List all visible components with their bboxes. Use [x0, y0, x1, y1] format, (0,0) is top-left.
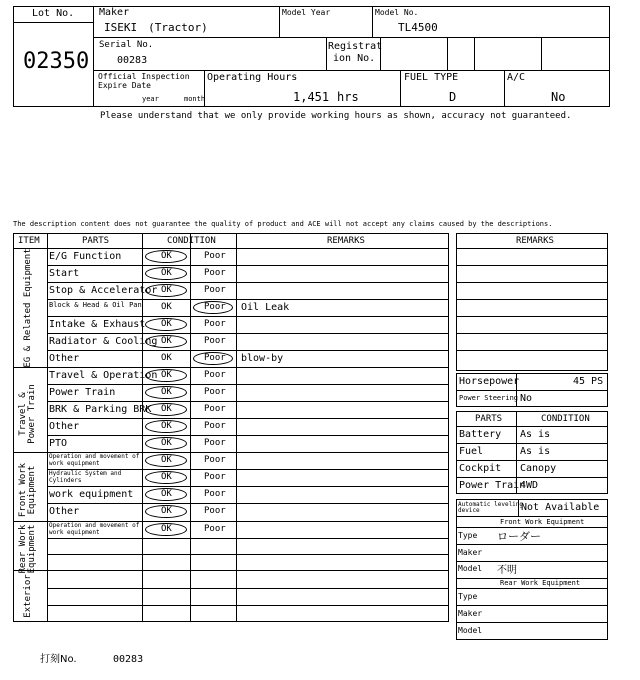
- ok-option[interactable]: OK: [161, 251, 172, 261]
- poor-option[interactable]: Poor: [204, 438, 226, 448]
- rear-maker-label: Maker: [458, 609, 483, 618]
- ok-circle-mark: [145, 284, 187, 297]
- group-label-travel-text: Travel & Power Train: [18, 384, 38, 444]
- right-remark-line: [456, 333, 608, 334]
- cockpit-label: Cockpit: [459, 463, 502, 474]
- part-label: Operation and movement of work equipment: [49, 522, 140, 536]
- group-label-eg: EG & Related Equipment: [23, 248, 33, 368]
- auto-level-value: Not Available: [521, 502, 600, 513]
- front-model-value: 不明: [497, 565, 517, 576]
- ok-option[interactable]: OK: [161, 370, 172, 380]
- ok-option[interactable]: OK: [161, 404, 172, 414]
- serial-label: Serial No.: [99, 40, 154, 50]
- lot-label: Lot No.: [32, 8, 75, 19]
- description-disclaimer: The description content does not guarantee the quality of product and ACE will not accept any claims caused by the descriptions.: [13, 220, 553, 228]
- part-label: Hydraulic System and Cylinders: [49, 470, 122, 484]
- auto-level-line: [456, 516, 608, 517]
- fuel-label: Fuel: [459, 446, 484, 457]
- front-line-1: [456, 527, 608, 528]
- right-condition-header: CONDITION: [541, 414, 590, 424]
- poor-option[interactable]: Poor: [204, 336, 226, 346]
- parts-condition-line-4: [456, 477, 608, 478]
- model-year-divider: [279, 6, 280, 37]
- poor-circle-mark: [193, 352, 233, 365]
- row-line: [47, 401, 449, 402]
- poor-circle-mark: [193, 301, 233, 314]
- row-line: [47, 503, 449, 504]
- group-label-front-text: Front Work Equipment: [18, 462, 38, 518]
- poor-option[interactable]: Poor: [204, 506, 226, 516]
- stamp-number-value: 00283: [113, 654, 144, 665]
- ok-circle-mark: [145, 437, 187, 450]
- ok-circle-mark: [145, 267, 187, 280]
- year-label: year: [142, 95, 159, 103]
- row-line: [47, 265, 449, 266]
- ac-divider: [504, 70, 505, 107]
- part-label: Radiator & Cooling: [49, 336, 158, 347]
- ok-option[interactable]: OK: [161, 506, 172, 516]
- power-steering-label: Power Steering: [459, 394, 519, 402]
- registration-cell-2: [447, 37, 448, 70]
- ok-circle-mark: [145, 369, 187, 382]
- fuel-type-label: FUEL TYPE: [404, 72, 459, 83]
- ok-option[interactable]: OK: [161, 319, 172, 329]
- model-no-label: Model No.: [375, 8, 419, 17]
- part-label: Power Train: [49, 387, 116, 398]
- ok-option[interactable]: OK: [161, 438, 172, 448]
- auto-level-label-2: device: [458, 507, 480, 514]
- part-label: Block & Head & Oil Pan: [49, 301, 142, 309]
- poor-option[interactable]: Poor: [204, 455, 226, 465]
- remarks-header: REMARKS: [327, 236, 365, 246]
- ok-option[interactable]: OK: [161, 455, 172, 465]
- header-row-line-1: [93, 37, 610, 38]
- remark-text: Oil Leak: [241, 302, 290, 313]
- rear-line-2: [456, 605, 608, 606]
- registration-divider: [326, 37, 327, 70]
- front-work-header: Front Work Equipment: [500, 518, 585, 526]
- rear-work-header: Rear Work Equipment: [500, 579, 581, 587]
- power-steering-value: No: [520, 393, 533, 404]
- model-year-label: Model Year: [282, 8, 331, 17]
- hours-unit: hrs: [337, 90, 359, 104]
- stamp-number-label: 打刻No.: [40, 654, 77, 665]
- maker-value: ISEKI (Tractor): [104, 21, 208, 34]
- auto-level-label-1: Automatic leveling: [458, 501, 524, 508]
- ok-option[interactable]: OK: [161, 302, 172, 312]
- serial-value: 00283: [117, 55, 148, 66]
- poor-option[interactable]: Poor: [204, 472, 226, 482]
- right-remark-line: [456, 299, 608, 300]
- poor-option[interactable]: Poor: [204, 268, 226, 278]
- col-line-ok: [190, 233, 191, 622]
- ac-value: No: [551, 90, 566, 104]
- cockpit-value: Canopy: [520, 463, 557, 474]
- horsepower-label: Horsepower: [459, 376, 520, 387]
- ok-option[interactable]: OK: [161, 524, 172, 534]
- hours-accuracy-note: Please understand that we only provide working hours as shown, accuracy not guaranteed.: [100, 111, 572, 121]
- lot-divider: [93, 6, 94, 107]
- ok-circle-mark: [145, 420, 187, 433]
- row-line: [47, 588, 449, 589]
- hours-divider: [204, 70, 205, 107]
- row-line: [47, 605, 449, 606]
- ok-circle-mark: [145, 403, 187, 416]
- rear-line-3: [456, 622, 608, 623]
- part-label: PTO: [49, 438, 68, 449]
- battery-label: Battery: [459, 429, 502, 440]
- part-label: Start: [49, 268, 80, 279]
- group-label-rear-text: Rear Work Equipment: [18, 524, 38, 574]
- row-line: [47, 282, 449, 283]
- part-label: Other: [49, 353, 80, 364]
- power-train-value: 4WD: [520, 480, 539, 491]
- ok-circle-mark: [145, 454, 187, 467]
- poor-option[interactable]: Poor: [204, 285, 226, 295]
- right-remarks-header: REMARKS: [516, 236, 554, 246]
- model-no-divider: [372, 6, 373, 37]
- ok-option[interactable]: OK: [161, 387, 172, 397]
- registration-label-1: Registrat: [328, 41, 383, 52]
- rear-type-label: Type: [458, 592, 478, 601]
- part-label: BRK & Parking BRK: [49, 404, 152, 415]
- front-type-value: ローダー: [497, 530, 541, 543]
- remark-text: blow-by: [241, 353, 284, 364]
- header-row-line: [13, 248, 449, 249]
- ok-circle-mark: [145, 335, 187, 348]
- registration-cell-4: [541, 37, 542, 70]
- poor-option[interactable]: Poor: [204, 319, 226, 329]
- part-label: Other: [49, 421, 80, 432]
- row-line: [47, 486, 449, 487]
- specs-line: [456, 390, 608, 391]
- ok-option[interactable]: OK: [161, 268, 172, 278]
- front-line-3: [456, 561, 608, 562]
- right-remark-line: [456, 350, 608, 351]
- row-line: [47, 554, 449, 555]
- header-row-line-2: [93, 70, 610, 71]
- right-parts-header: PARTS: [475, 414, 503, 424]
- row-line: [47, 435, 449, 436]
- poor-option[interactable]: Poor: [204, 302, 226, 312]
- front-maker-label: Maker: [458, 548, 483, 557]
- registration-label-2: ion No.: [333, 53, 376, 64]
- inspection-label-2: Expire Date: [98, 81, 151, 90]
- group-sep-4: [13, 570, 449, 571]
- right-remark-line: [456, 316, 608, 317]
- row-line: [47, 350, 449, 351]
- registration-cell-3: [474, 37, 475, 70]
- poor-option[interactable]: Poor: [204, 370, 226, 380]
- rear-model-label: Model: [458, 626, 483, 635]
- right-remark-line: [456, 282, 608, 283]
- row-line: [47, 538, 449, 539]
- part-label: Other: [49, 506, 80, 517]
- ok-circle-mark: [145, 505, 187, 518]
- condition-header: CONDITION: [167, 236, 216, 246]
- month-label: month: [184, 95, 206, 103]
- row-line: [47, 418, 449, 419]
- parts-condition-line-2: [456, 443, 608, 444]
- front-type-label: Type: [458, 531, 478, 540]
- ok-option[interactable]: OK: [161, 353, 172, 363]
- right-remark-line: [456, 265, 608, 266]
- part-label: E/G Function: [49, 251, 122, 262]
- parts-condition-line-3: [456, 460, 608, 461]
- horsepower-value: 45 PS: [573, 376, 604, 387]
- power-train-label: Power Train: [459, 480, 526, 491]
- ok-option[interactable]: OK: [161, 336, 172, 346]
- ok-option[interactable]: OK: [161, 421, 172, 431]
- fuel-divider: [400, 70, 401, 107]
- ok-circle-mark: [145, 318, 187, 331]
- front-model-label: Model: [458, 564, 483, 573]
- ac-label: A/C: [507, 72, 526, 83]
- row-line: [47, 299, 449, 300]
- model-no-value: TL4500: [398, 21, 438, 34]
- group-label-exterior: Exterior: [23, 574, 33, 618]
- part-label: work equipment: [49, 489, 134, 500]
- inspection-label-1: Official Inspection: [98, 72, 190, 81]
- col-line-condition: [236, 233, 237, 622]
- ok-circle-mark: [145, 523, 187, 536]
- poor-option[interactable]: Poor: [204, 387, 226, 397]
- maker-label: Maker: [99, 7, 130, 18]
- part-label: Intake & Exhaust: [49, 319, 146, 330]
- hours-label: Operating Hours: [207, 72, 298, 83]
- lot-label-line: [13, 22, 93, 23]
- row-line: [47, 384, 449, 385]
- rear-line-1: [456, 588, 608, 589]
- lot-number: 02350: [23, 49, 90, 74]
- right-remarks-header-line: [456, 248, 608, 249]
- item-header: ITEM: [18, 236, 40, 246]
- hours-value: 1,451: [293, 90, 330, 104]
- ok-circle-mark: [145, 471, 187, 484]
- ok-circle-mark: [145, 250, 187, 263]
- fuel-value: As is: [520, 446, 551, 457]
- ok-option[interactable]: OK: [161, 489, 172, 499]
- front-line-2: [456, 544, 608, 545]
- poor-option[interactable]: Poor: [204, 353, 226, 363]
- battery-value: As is: [520, 429, 551, 440]
- row-line: [47, 333, 449, 334]
- parts-header: PARTS: [82, 236, 110, 246]
- poor-option[interactable]: Poor: [204, 524, 226, 534]
- registration-cell-1: [380, 37, 381, 70]
- fuel-type-value: D: [449, 90, 457, 104]
- part-label: Operation and movement of work equipment: [49, 453, 140, 467]
- ok-circle-mark: [145, 488, 187, 501]
- group-sep-1: [13, 367, 449, 368]
- ok-circle-mark: [145, 386, 187, 399]
- parts-condition-line-1: [456, 426, 608, 427]
- part-label: Stop & Accelerator: [49, 285, 158, 296]
- poor-option[interactable]: Poor: [204, 251, 226, 261]
- part-label: Travel & Operation: [49, 370, 158, 381]
- ok-option[interactable]: OK: [161, 285, 172, 295]
- poor-option[interactable]: Poor: [204, 489, 226, 499]
- col-line-item: [47, 233, 48, 622]
- ok-option[interactable]: OK: [161, 472, 172, 482]
- poor-option[interactable]: Poor: [204, 421, 226, 431]
- poor-option[interactable]: Poor: [204, 404, 226, 414]
- row-line: [47, 316, 449, 317]
